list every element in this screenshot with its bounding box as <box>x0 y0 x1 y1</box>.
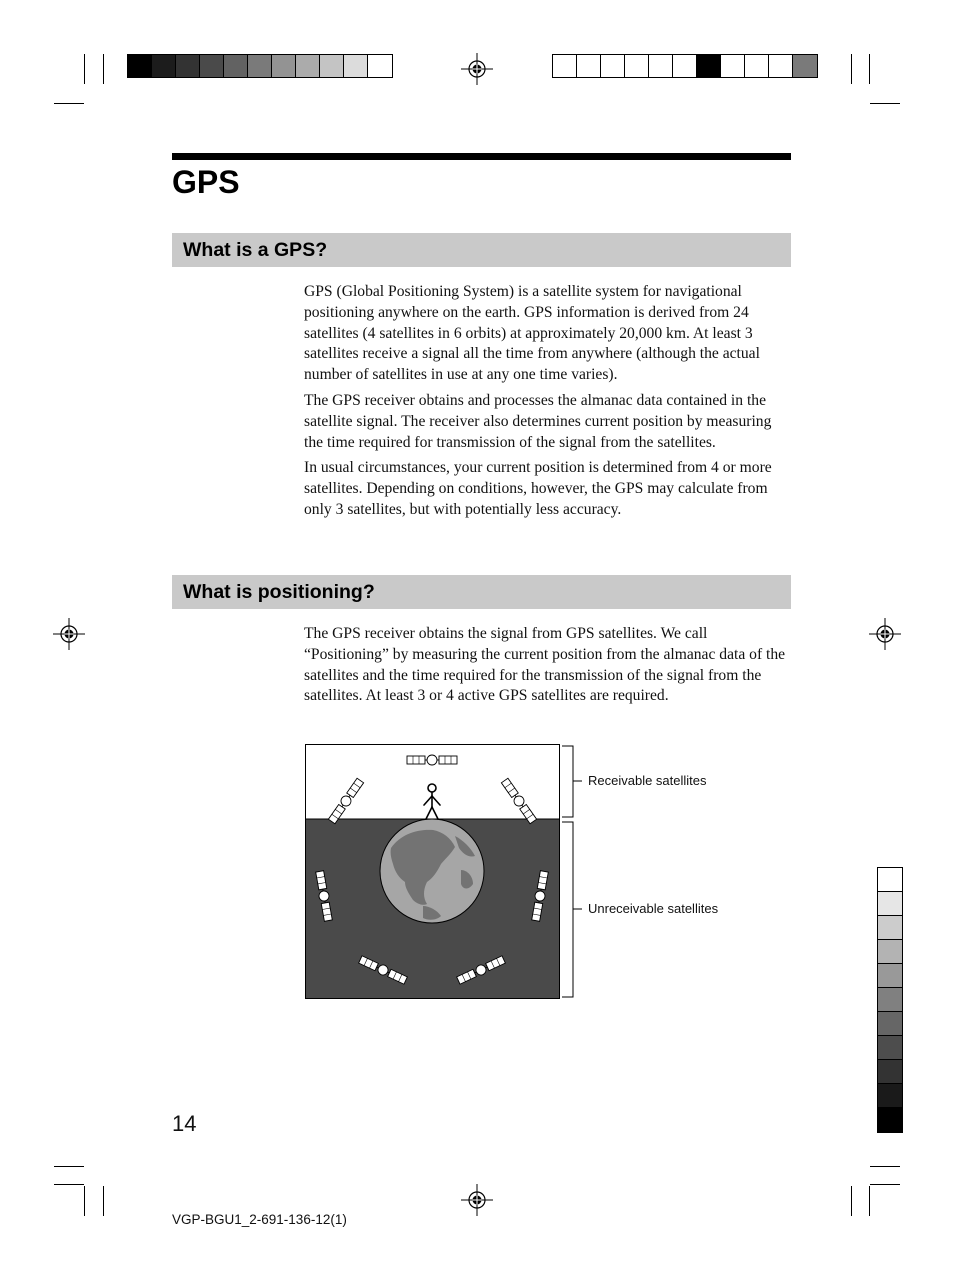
color-swatch <box>601 55 625 77</box>
color-swatch <box>697 55 721 77</box>
section-body-what-is-gps <box>304 282 794 526</box>
color-swatch <box>368 55 392 77</box>
color-swatch <box>649 55 673 77</box>
paragraph: In usual circumstances, your current position is determined from 4 or more satellites. Depending on conditions, however, the GPS may calculate from only 3 satellites, but with potentially less accuracy. <box>304 459 772 518</box>
satellite-icon <box>407 755 457 765</box>
color-swatch <box>344 55 368 77</box>
color-swatch <box>878 1012 902 1036</box>
page-number: 14 <box>172 1111 197 1136</box>
grayscale-swatch-strip-side <box>877 867 903 1133</box>
color-swatch <box>878 916 902 940</box>
color-swatch <box>224 55 248 77</box>
bracket-receivable <box>560 744 590 824</box>
color-swatch <box>878 1108 902 1132</box>
gps-satellite-diagram <box>305 744 560 999</box>
grayscale-swatch-strip-left <box>127 54 393 78</box>
registration-mark-right <box>869 618 901 650</box>
paragraph: The GPS receiver obtains and processes the almanac data contained in the satellite signal. The receiver also determines current position by measuring the time required for transmission of the signal from the satellites. <box>304 391 772 451</box>
color-swatch <box>320 55 344 77</box>
section-body-what-is-positioning <box>304 624 794 712</box>
paragraph: The GPS receiver obtains the signal from GPS satellites. We call “Positioning” by measuring the current position from the almanac data of the satellites and the time required for the transmission of the signal from the satellites. At least 3 or 4 active GPS satellites are required. <box>304 625 786 705</box>
section-heading-what-is-gps: What is a GPS? <box>172 233 791 267</box>
color-swatch <box>878 892 902 916</box>
color-swatch <box>296 55 320 77</box>
color-swatch <box>248 55 272 77</box>
color-swatch <box>745 55 769 77</box>
title-rule <box>172 153 791 160</box>
color-swatch <box>769 55 793 77</box>
footer-code: VGP-BGU1_2-691-136-12(1) <box>172 1212 347 1227</box>
color-swatch <box>200 55 224 77</box>
globe-icon <box>380 819 484 923</box>
color-swatch <box>878 1036 902 1060</box>
color-swatch <box>878 940 902 964</box>
color-swatch <box>878 1084 902 1108</box>
bracket-unreceivable <box>560 819 590 1001</box>
registration-mark-bottom <box>461 1184 493 1216</box>
color-swatch <box>878 964 902 988</box>
color-swatch <box>625 55 649 77</box>
label-unreceivable-satellites: Unreceivable satellites <box>588 901 719 916</box>
color-swatch <box>878 988 902 1012</box>
color-swatch <box>878 868 902 892</box>
color-swatch <box>793 55 817 77</box>
section-heading-what-is-positioning: What is positioning? <box>172 575 791 609</box>
paragraph: GPS (Global Positioning System) is a satellite system for navigational positioning anywhere on the earth. GPS information is derived from 24 satellites (4 satellites in 6 orbits) at approximately 20,000 km. At least 3 satellites receive a signal all the time from anywhere (although the actual number of satellites in use at any one time varies). <box>304 283 760 384</box>
registration-mark-left <box>53 618 85 650</box>
color-swatch <box>577 55 601 77</box>
color-swatch <box>553 55 577 77</box>
registration-mark-top <box>461 53 493 85</box>
color-swatch <box>128 55 152 77</box>
color-swatch <box>176 55 200 77</box>
page-title: GPS <box>172 164 240 200</box>
color-swatch <box>673 55 697 77</box>
color-swatch <box>152 55 176 77</box>
label-receivable-satellites: Receivable satellites <box>588 773 707 788</box>
color-swatch <box>272 55 296 77</box>
grayscale-swatch-strip-right <box>552 54 818 78</box>
color-swatch <box>721 55 745 77</box>
color-swatch <box>878 1060 902 1084</box>
